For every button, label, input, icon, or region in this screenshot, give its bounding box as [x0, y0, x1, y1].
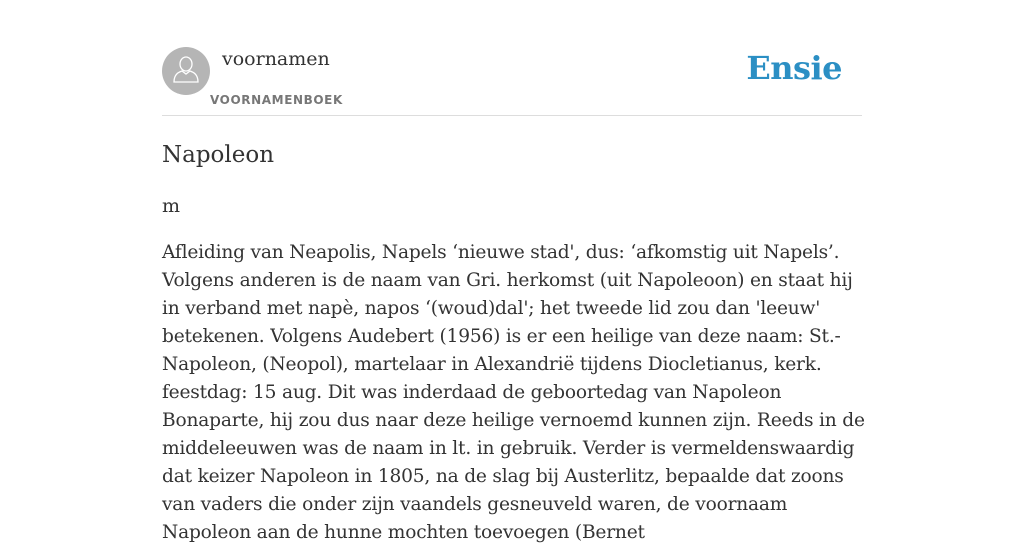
author-avatar[interactable]	[162, 47, 210, 95]
entry-title: Napoleon	[162, 142, 275, 168]
entry-header	[162, 47, 862, 116]
entry-gender: m	[162, 195, 181, 217]
book-link[interactable]: VOORNAMENBOEK	[210, 93, 343, 107]
author-link[interactable]: voornamen	[222, 48, 330, 70]
user-silhouette-icon	[171, 54, 201, 89]
ensie-logo[interactable]: Ensie	[746, 49, 842, 87]
entry-body: Afleiding van Neapolis, Napels ‘nieuwe stad', dus: ‘afkomstig uit Napels’. Volgens anderen is de naam van Gri. herkomst (uit Napoleoon) en staat hij in verband met napè, napos ‘(woud)dal'; het tweede lid zou dan 'leeuw' betekenen. Volgens Audebert (1956) is er een heilige van deze naam: St.-Napoleon, (Neopol), martelaar in Alexandrië tijdens Diocletianus, kerk. feestdag: 15 aug. Dit was inderdaad de geboortedag van Napoleon Bonaparte, hij zou dus naar deze heilige vernoemd kunnen zijn. Reeds in de middeleeuwen was de naam in lt. in gebruik. Verder is vermeldenswaardig dat keizer Napoleon in 1805, na de slag bij Austerlitz, bepaalde dat zoons van vaders die onder zijn vaandels gesneuveld waren, de voornaam Napoleon aan de hunne mochten toevoegen (Bernet	[162, 242, 865, 543]
